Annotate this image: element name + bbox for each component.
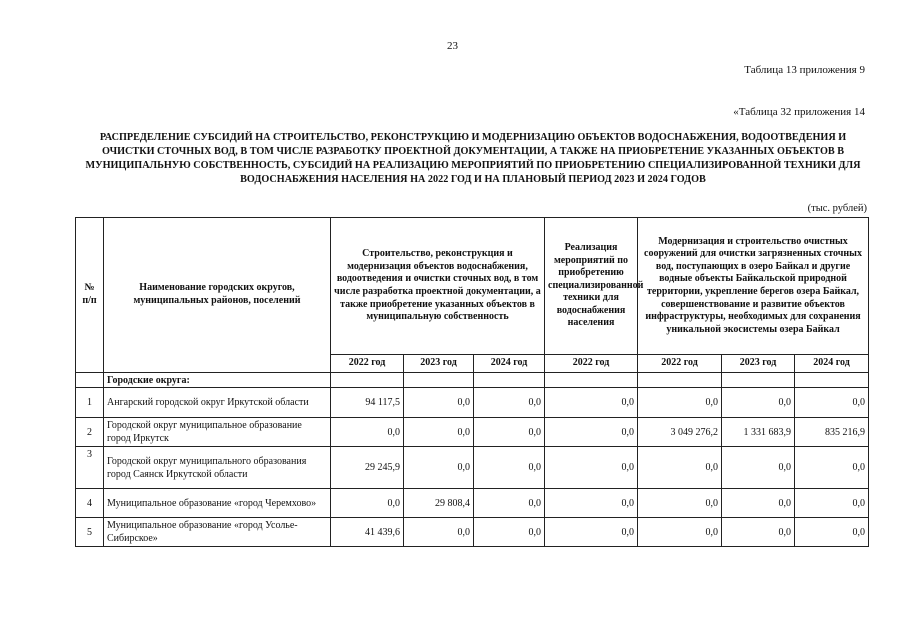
- value-cell: 0,0: [795, 518, 869, 547]
- value-cell: 0,0: [795, 447, 869, 489]
- value-cell: 29 245,9: [331, 447, 404, 489]
- table-reference-secondary: «Таблица 32 приложения 14: [733, 106, 865, 118]
- value-cell: 41 439,6: [331, 518, 404, 547]
- row-number: 2: [76, 418, 104, 447]
- value-cell: 835 216,9: [795, 418, 869, 447]
- title-line: РАСПРЕДЕЛЕНИЕ СУБСИДИЙ НА СТРОИТЕЛЬСТВО, РЕКОНСТРУКЦИЮ И МОДЕРНИЗАЦИЮ ОБЪЕКТОВ ВОДОСНАБЖЕНИЯ, ВОДООТВЕДЕНИЯ И: [99, 132, 847, 143]
- value-cell: 0,0: [722, 518, 795, 547]
- row-name: Муниципальное образование «город Черемхово»: [104, 489, 331, 518]
- value-cell: 0,0: [545, 388, 638, 418]
- value-cell: 0,0: [795, 489, 869, 518]
- title-line: ОЧИСТКИ СТОЧНЫХ ВОД, В ТОМ ЧИСЛЕ РАЗРАБОТКУ ПРОЕКТНОЙ ДОКУМЕНТАЦИИ, А ТАКЖЕ НА ПРИОБРЕТЕНИЕ УКАЗАННЫХ ОБЪЕКТОВ В: [101, 146, 845, 157]
- document-title: [78, 131, 868, 187]
- header-name: Наименование городских округов, муниципальных районов, поселений: [104, 218, 331, 373]
- value-cell: 0,0: [638, 447, 722, 489]
- value-cell: 0,0: [474, 418, 545, 447]
- value-cell: 29 808,4: [404, 489, 474, 518]
- title-line: ВОДОСНАБЖЕНИЯ НАСЕЛЕНИЯ НА 2022 ГОД И НА ПЛАНОВЫЙ ПЕРИОД 2023 И 2024 ГОДОВ: [240, 174, 706, 185]
- row-number: 5: [76, 518, 104, 547]
- value-cell: 0,0: [545, 489, 638, 518]
- group-row: [76, 373, 869, 388]
- table-reference: Таблица 13 приложения 9: [744, 64, 865, 76]
- value-cell: 0,0: [474, 388, 545, 418]
- header-year: 2023 год: [722, 355, 795, 373]
- subsidy-table: [75, 217, 869, 547]
- table-row: [76, 418, 869, 447]
- row-number: 1: [76, 388, 104, 418]
- page-number: 23: [447, 40, 458, 52]
- value-cell: 0,0: [404, 518, 474, 547]
- value-cell: 0,0: [331, 489, 404, 518]
- row-number: 3: [76, 447, 104, 489]
- units-label: (тыс. рублей): [807, 203, 867, 214]
- row-name: Ангарский городской округ Иркутской области: [104, 388, 331, 418]
- value-cell: 94 117,5: [331, 388, 404, 418]
- group-label: Городские округа:: [104, 373, 331, 388]
- header-construction: Строительство, реконструкция и модернизация объектов водоснабжения, водоотведения и очистки сточных вод, в том числе разработка проектной документации, а также приобретение указанных объектов в муниципальную собственность: [331, 218, 545, 355]
- row-name: Городской округ муниципального образования город Саянск Иркутской области: [104, 447, 331, 489]
- header-year: 2024 год: [795, 355, 869, 373]
- table-row: [76, 518, 869, 547]
- value-cell: 0,0: [722, 489, 795, 518]
- value-cell: 0,0: [331, 418, 404, 447]
- header-number: № п/п: [76, 218, 104, 373]
- value-cell: 3 049 276,2: [638, 418, 722, 447]
- value-cell: 0,0: [474, 447, 545, 489]
- value-cell: 0,0: [404, 447, 474, 489]
- value-cell: 0,0: [722, 447, 795, 489]
- value-cell: 0,0: [722, 388, 795, 418]
- value-cell: 0,0: [474, 489, 545, 518]
- header-year: 2022 год: [331, 355, 404, 373]
- title-line: МУНИЦИПАЛЬНУЮ СОБСТВЕННОСТЬ, СУБСИДИЙ НА РЕАЛИЗАЦИЮ МЕРОПРИЯТИЙ ПО ПРИОБРЕТЕНИЮ СПЕЦИАЛИЗИРОВАННОЙ ТЕХНИКИ ДЛЯ: [85, 160, 861, 171]
- header-baikal: Модернизация и строительство очистных сооружений для очистки загрязненных сточных вод, поступающих в озеро Байкал и другие водные объекты Байкальской природной территории, укрепление берегов озера Байкал, совершенствование и развитие объектов инфраструктуры, необходимых для сохранения уникальной экосистемы озера Байкал: [638, 218, 869, 355]
- row-name: Муниципальное образование «город Усолье-Сибирское»: [104, 518, 331, 547]
- group-cell-empty: [76, 373, 104, 388]
- value-cell: 0,0: [404, 418, 474, 447]
- header-year: 2024 год: [474, 355, 545, 373]
- value-cell: 0,0: [545, 518, 638, 547]
- value-cell: 0,0: [545, 447, 638, 489]
- value-cell: 0,0: [404, 388, 474, 418]
- value-cell: 0,0: [638, 489, 722, 518]
- header-equipment: Реализация мероприятий по приобретению специализированной техники для водоснабжения населения: [545, 218, 638, 355]
- value-cell: 1 331 683,9: [722, 418, 795, 447]
- header-year: 2022 год: [545, 355, 638, 373]
- value-cell: 0,0: [638, 518, 722, 547]
- table-row: [76, 388, 869, 418]
- table-row: [76, 489, 869, 518]
- row-number: 4: [76, 489, 104, 518]
- header-year: 2023 год: [404, 355, 474, 373]
- row-name: Городской округ муниципальное образование город Иркутск: [104, 418, 331, 447]
- value-cell: 0,0: [795, 388, 869, 418]
- value-cell: 0,0: [545, 418, 638, 447]
- value-cell: 0,0: [638, 388, 722, 418]
- value-cell: 0,0: [474, 518, 545, 547]
- table-row: [76, 447, 869, 489]
- header-year: 2022 год: [638, 355, 722, 373]
